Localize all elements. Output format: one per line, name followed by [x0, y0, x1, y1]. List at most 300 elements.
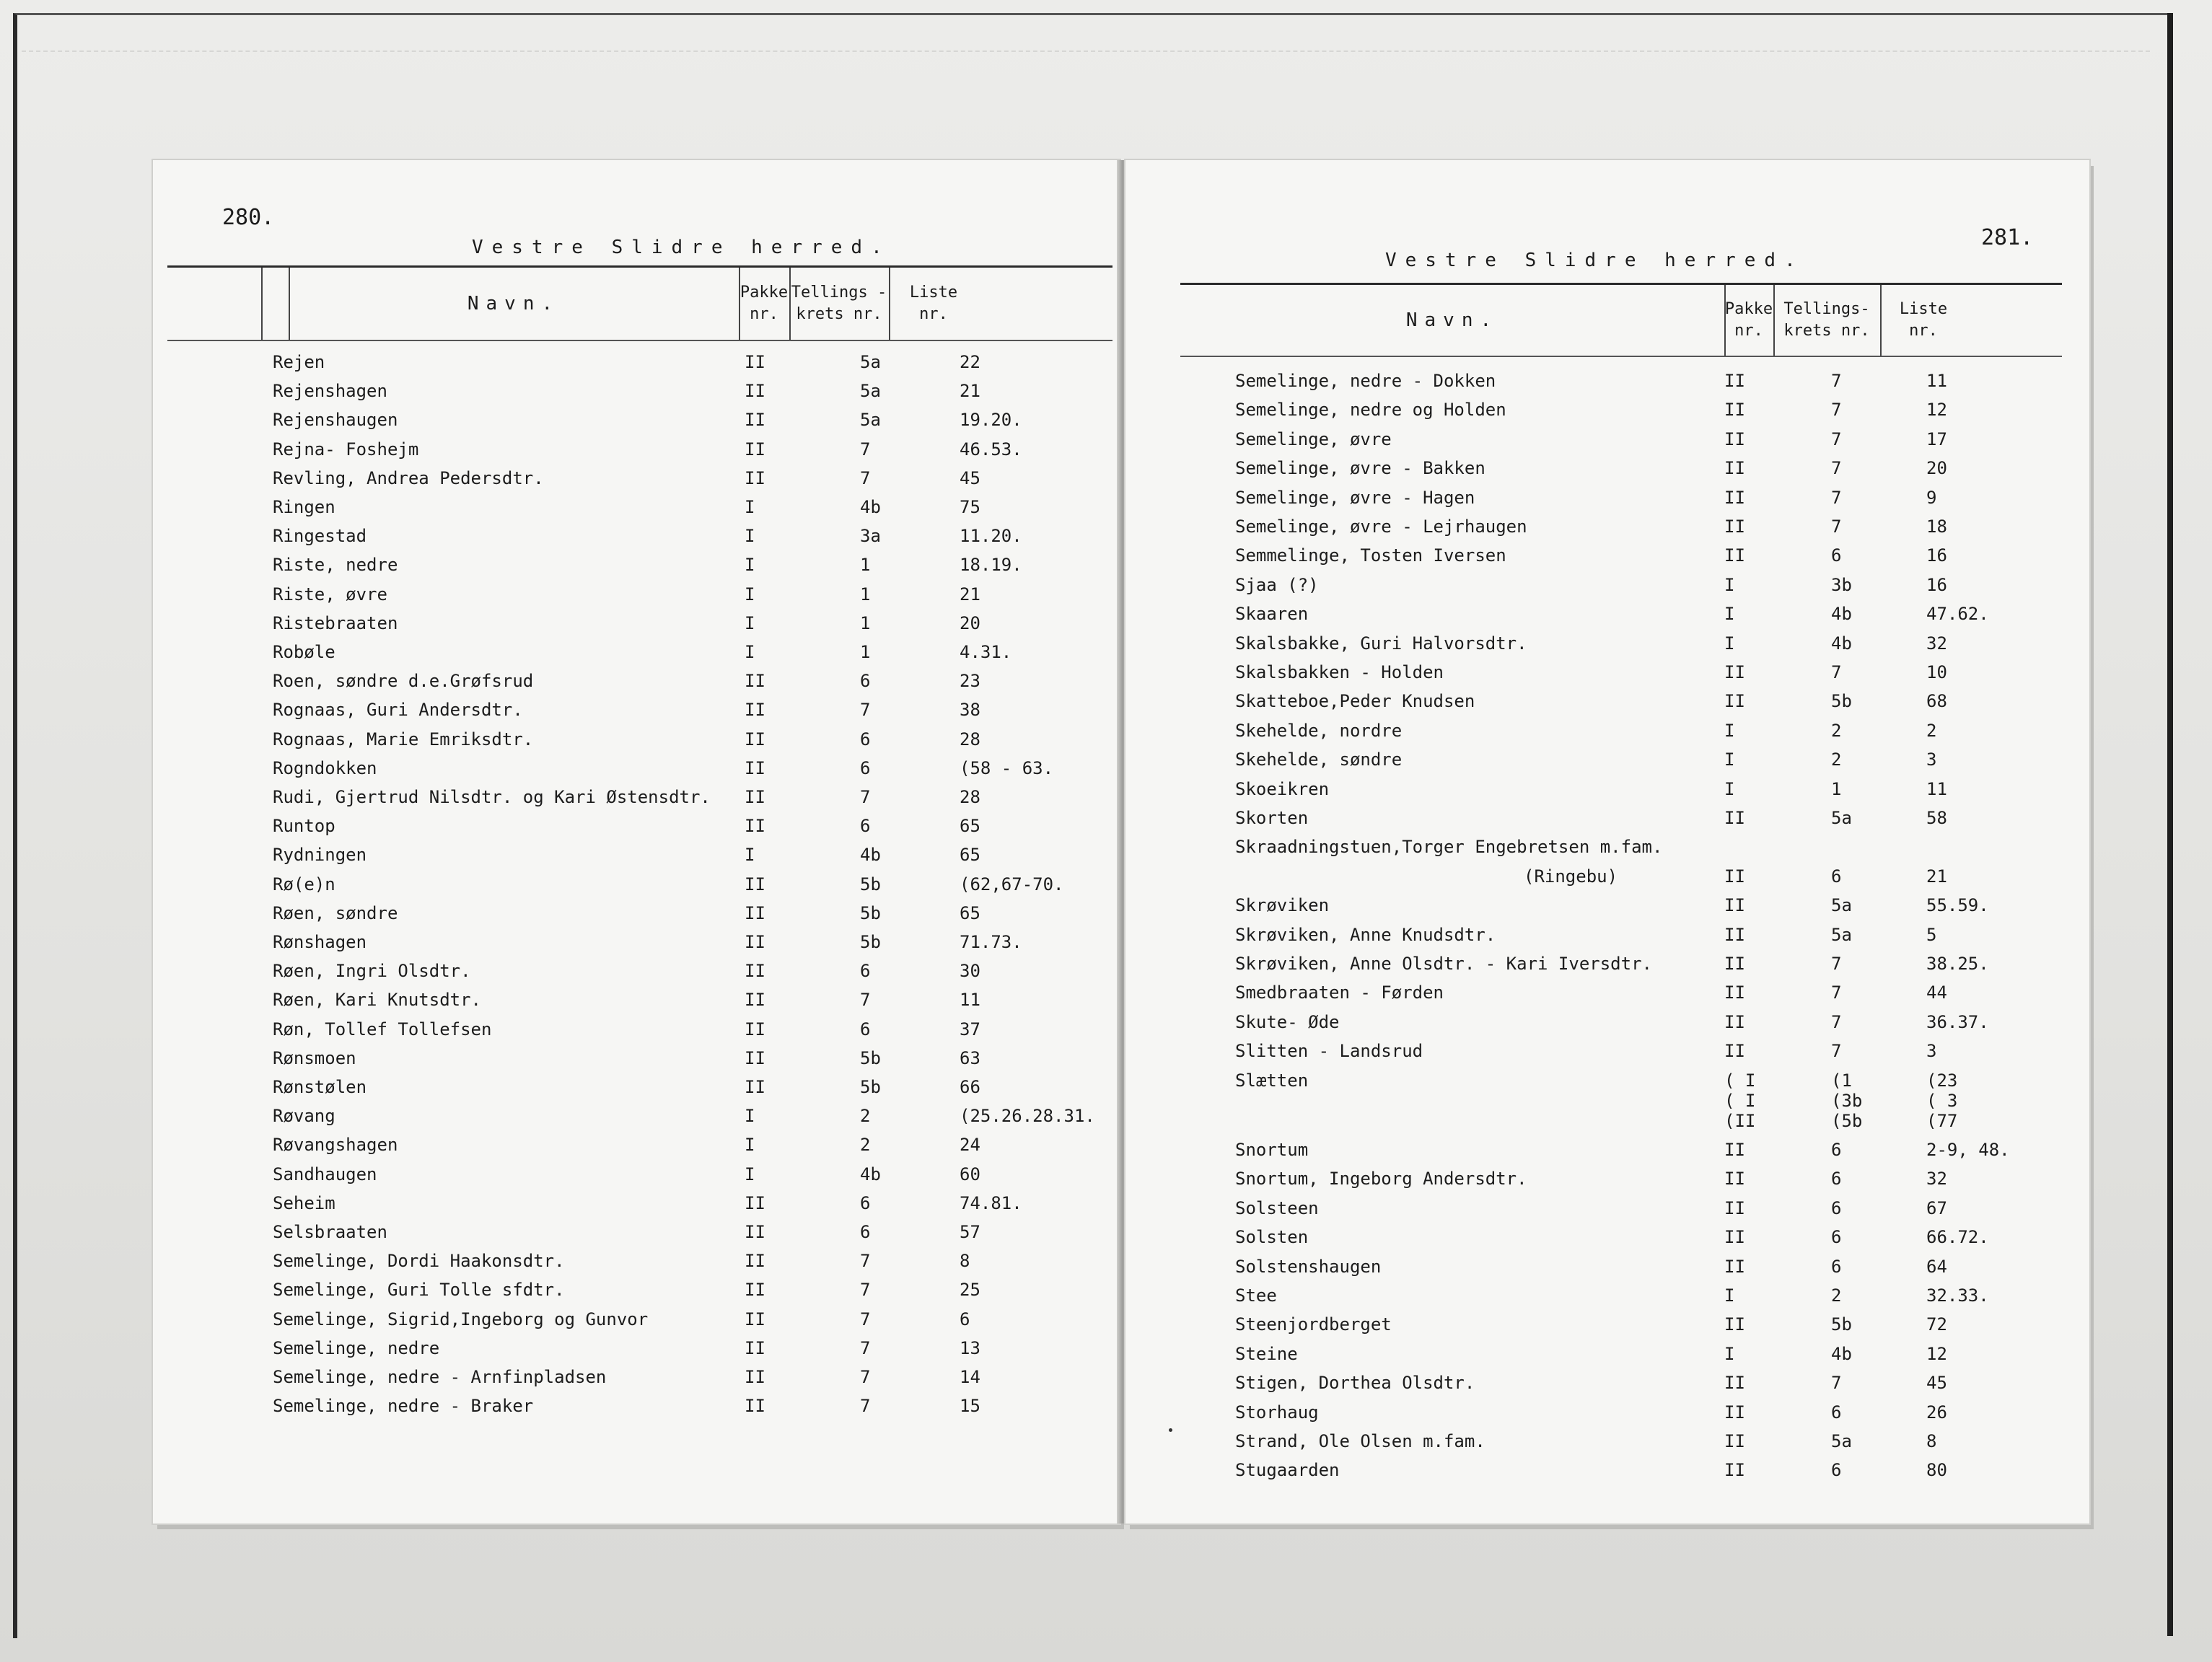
cell-liste: 25 [960, 1280, 980, 1301]
cell-liste: (62,67-70. [960, 874, 1064, 894]
cell-pakke: (II [1724, 1110, 1756, 1131]
cell-navn: Semelinge, Dordi Haakonsdtr. [273, 1251, 565, 1272]
cell-pakke: II [745, 1047, 765, 1068]
cell-pakke: II [1724, 1314, 1745, 1335]
cell-tellingskrets: 7 [1831, 400, 1842, 421]
cell-liste: 28 [960, 729, 980, 749]
cell-liste: 5 [1926, 924, 1937, 945]
cell-navn: Solsten [1235, 1227, 1309, 1248]
cell-tellingskrets: 5a [1831, 808, 1852, 828]
cell-tellingskrets: 7 [1831, 371, 1842, 391]
cell-navn: Rogndokken [273, 757, 377, 778]
cell-navn: Steenjordberget [1235, 1314, 1392, 1335]
cell-tellingskrets: 7 [1831, 954, 1842, 974]
cell-navn: Ringen [273, 497, 335, 517]
cell-navn: Rejenshagen [273, 381, 387, 402]
cell-navn: Skrøviken, Anne Olsdtr. - Kari Iversdtr. [1235, 954, 1652, 974]
cell-liste: 18 [1926, 516, 1947, 537]
cell-pakke: I [745, 612, 755, 633]
cell-pakke: I [1724, 778, 1735, 799]
cell-pakke: I [1724, 720, 1735, 741]
cell-navn: Steine [1235, 1343, 1298, 1364]
cell-liste: (77 [1926, 1110, 1958, 1131]
cell-tellingskrets: (3b [1831, 1090, 1863, 1111]
cell-tellingskrets: 4b [860, 497, 881, 517]
cell-pakke: II [1724, 1460, 1745, 1481]
cell-liste: 21 [960, 381, 980, 402]
cell-liste: 32.33. [1926, 1285, 1989, 1306]
cell-navn: Semelinge, øvre - Bakken [1235, 458, 1485, 479]
cell-navn: Skatteboe,Peder Knudsen [1235, 691, 1475, 712]
cell-pakke: II [745, 1077, 765, 1097]
cell-tellingskrets: 7 [860, 787, 871, 807]
header-liste: Liste nr. [1899, 300, 1948, 340]
cell-liste: 17 [1926, 428, 1947, 449]
cell-pakke: II [745, 729, 765, 749]
cell-pakke: II [1724, 1140, 1745, 1160]
cell-pakke: II [1724, 954, 1745, 974]
cell-liste: 28 [960, 787, 980, 807]
cell-liste: 36.37. [1926, 1011, 1989, 1032]
cell-pakke: II [1724, 1197, 1745, 1218]
cell-navn: Roen, søndre d.e.Grøfsrud [273, 671, 534, 692]
cell-liste: 65 [960, 816, 980, 837]
cell-navn: Slætten [1235, 1070, 1309, 1091]
cell-pakke: II [745, 1309, 765, 1329]
cell-tellingskrets: 7 [860, 1280, 871, 1301]
cell-liste: 38 [960, 700, 980, 721]
cell-liste: (58 - 63. [960, 757, 1054, 778]
cell-tellingskrets: 7 [1831, 516, 1842, 537]
cell-navn: Semelinge, nedre [273, 1337, 440, 1358]
cell-tellingskrets: 5b [860, 1077, 881, 1097]
cell-navn: Røen, Ingri Olsdtr. [273, 961, 471, 982]
cell-navn: Semelinge, øvre - Lejrhaugen [1235, 516, 1527, 537]
cell-pakke: II [1724, 1011, 1745, 1032]
cell-tellingskrets: 7 [860, 1337, 871, 1358]
cell-navn: Rognaas, Marie Emriksdtr. [273, 729, 534, 749]
cell-tellingskrets: 5a [1831, 924, 1852, 945]
cell-pakke: II [745, 439, 765, 460]
cell-liste: 21 [960, 584, 980, 604]
cell-pakke: II [1724, 866, 1745, 887]
cell-pakke: II [745, 816, 765, 837]
cell-liste: 12 [1926, 400, 1947, 421]
cell-navn: Snortum, Ingeborg Andersdtr. [1235, 1169, 1527, 1190]
cell-tellingskrets: 1 [860, 642, 871, 662]
cell-pakke: I [745, 642, 755, 662]
cell-liste: 8 [960, 1251, 970, 1272]
header-pakke: Pakke nr. [739, 283, 789, 323]
cell-pakke: I [745, 584, 755, 604]
header-tellingskrets: Tellings- krets nr. [1783, 300, 1870, 340]
cell-pakke: II [1724, 1256, 1745, 1277]
cell-liste: 2 [1926, 720, 1937, 741]
cell-tellingskrets: 7 [1831, 982, 1842, 1003]
cell-tellingskrets: 6 [860, 757, 871, 778]
cell-tellingskrets: 6 [860, 816, 871, 837]
cell-tellingskrets: 6 [1831, 1460, 1842, 1481]
cell-pakke: II [1724, 982, 1745, 1003]
cell-pakke: II [745, 352, 765, 372]
cell-tellingskrets: 2 [1831, 720, 1842, 741]
cell-tellingskrets: 7 [860, 1396, 871, 1417]
cell-navn: Rø(e)n [273, 874, 335, 894]
cell-liste: 72 [1926, 1314, 1947, 1335]
cell-liste: 47.62. [1926, 604, 1989, 625]
cell-liste: 8 [1926, 1431, 1937, 1451]
cell-tellingskrets: 1 [1831, 778, 1842, 799]
cell-pakke: I [1724, 633, 1735, 654]
cell-navn: Skraadningstuen,Torger Engebretsen m.fam. [1235, 837, 1663, 858]
cell-liste: 11 [1926, 778, 1947, 799]
cell-navn: Revling, Andrea Pedersdtr. [273, 467, 544, 488]
cell-liste: 64 [1926, 1256, 1947, 1277]
cell-navn: Semelinge, nedre og Holden [1235, 400, 1506, 421]
cell-tellingskrets: 2 [1831, 749, 1842, 770]
cell-navn: Seheim [273, 1192, 335, 1213]
cell-navn: Rudi, Gjertrud Nilsdtr. og Kari Østensdtr. [273, 787, 711, 807]
cell-tellingskrets: 7 [860, 439, 871, 460]
cell-navn: Sjaa (?) [1235, 574, 1319, 595]
cell-tellingskrets: 5a [1831, 895, 1852, 916]
cell-pakke: I [745, 1106, 755, 1127]
cell-liste: 63 [960, 1047, 980, 1068]
cell-liste: 6 [960, 1309, 970, 1329]
header-navn: Navn. [1405, 309, 1499, 331]
cell-liste: 24 [960, 1135, 980, 1156]
cell-navn: Robøle [273, 642, 335, 662]
cell-navn: Semelinge, nedre - Braker [273, 1396, 534, 1417]
page-number: 280. [222, 205, 275, 230]
cell-pakke: ( I [1724, 1070, 1756, 1091]
cell-tellingskrets: 5a [860, 381, 881, 402]
cell-tellingskrets: 3b [1831, 574, 1852, 595]
cell-pakke: II [1724, 400, 1745, 421]
cell-liste: 20 [1926, 458, 1947, 479]
page-title: Vestre Slidre herred. [472, 237, 891, 258]
cell-liste: 38.25. [1926, 954, 1989, 974]
cell-navn: Rognaas, Guri Andersdtr. [273, 700, 523, 721]
cell-tellingskrets: 6 [1831, 1256, 1842, 1277]
cell-tellingskrets: 7 [860, 1367, 871, 1387]
header-pakke: Pakke nr. [1724, 300, 1773, 340]
cell-navn: Selsbraaten [273, 1222, 387, 1242]
cell-navn: Slitten - Landsrud [1235, 1041, 1423, 1062]
cell-navn: Semelinge, nedre - Dokken [1235, 371, 1496, 391]
cell-pakke: I [745, 845, 755, 866]
cell-navn: Ristebraaten [273, 612, 398, 633]
cell-pakke: II [1724, 691, 1745, 712]
cell-tellingskrets: 6 [1831, 1402, 1842, 1423]
cell-tellingskrets: 5a [860, 352, 881, 372]
cell-liste: 46.53. [960, 439, 1022, 460]
cell-pakke: II [745, 467, 765, 488]
cell-liste: 15 [960, 1396, 980, 1417]
cell-tellingskrets: 7 [860, 1309, 871, 1329]
cell-pakke: II [1724, 516, 1745, 537]
cell-navn: Semelinge, øvre [1235, 428, 1392, 449]
cell-navn: Ringestad [273, 526, 367, 547]
cell-navn: Sandhaugen [273, 1164, 377, 1184]
cell-navn: (Ringebu) [1524, 866, 1618, 887]
cell-liste: 65 [960, 845, 980, 866]
cell-pakke: II [745, 1192, 765, 1213]
cell-navn: Skrøviken, Anne Knudsdtr. [1235, 924, 1496, 945]
cell-liste: 11 [1926, 371, 1947, 391]
cell-tellingskrets: 6 [1831, 545, 1842, 566]
cell-navn: Strand, Ole Olsen m.fam. [1235, 1431, 1485, 1451]
cell-liste: 45 [1926, 1373, 1947, 1394]
cell-pakke: II [1724, 487, 1745, 508]
cell-navn: Skoeikren [1235, 778, 1330, 799]
cell-navn: Semelinge, Sigrid,Ingeborg og Gunvor [273, 1309, 649, 1329]
cell-tellingskrets: 6 [1831, 1227, 1842, 1248]
cell-navn: Snortum [1235, 1140, 1309, 1160]
cell-tellingskrets: 4b [860, 1164, 881, 1184]
cell-liste: 23 [960, 671, 980, 692]
cell-navn: Rønshagen [273, 932, 367, 952]
cell-pakke: II [1724, 1169, 1745, 1190]
cell-navn: Semmelinge, Tosten Iversen [1235, 545, 1506, 566]
cell-tellingskrets: 4b [1831, 1343, 1852, 1364]
cell-tellingskrets: 7 [1831, 662, 1842, 682]
cell-pakke: II [1724, 458, 1745, 479]
cell-pakke: I [1724, 1343, 1735, 1364]
cell-liste: 60 [960, 1164, 980, 1184]
cell-tellingskrets: 5a [860, 410, 881, 431]
cell-liste: 26 [1926, 1402, 1947, 1423]
cell-pakke: II [1724, 924, 1745, 945]
cell-pakke: II [745, 1367, 765, 1387]
cell-navn: Røen, søndre [273, 902, 398, 923]
cell-pakke: II [1724, 895, 1745, 916]
cell-liste: 32 [1926, 1169, 1947, 1190]
cell-tellingskrets: 4b [1831, 633, 1852, 654]
cell-navn: Stugaarden [1235, 1460, 1340, 1481]
cell-pakke: II [745, 990, 765, 1011]
cell-pakke: II [745, 932, 765, 952]
cell-navn: Runtop [273, 816, 335, 837]
cell-tellingskrets: 6 [860, 1019, 871, 1039]
cell-liste: 18.19. [960, 555, 1022, 576]
header-navn: Navn. [467, 293, 561, 315]
cell-liste: 21 [1926, 866, 1947, 887]
cell-pakke: II [745, 874, 765, 894]
cell-navn: Rønstølen [273, 1077, 367, 1097]
cell-pakke: I [745, 1164, 755, 1184]
cell-navn: Rydningen [273, 845, 367, 866]
cell-tellingskrets: 5b [860, 1047, 881, 1068]
cell-liste: 68 [1926, 691, 1947, 712]
cell-pakke: II [745, 381, 765, 402]
cell-liste: 37 [960, 1019, 980, 1039]
cell-tellingskrets: 6 [1831, 1169, 1842, 1190]
cell-liste: 71.73. [960, 932, 1022, 952]
margin-mark [1169, 1428, 1172, 1432]
left-page [153, 160, 1120, 1524]
cell-pakke: II [1724, 428, 1745, 449]
cell-liste: 74.81. [960, 1192, 1022, 1213]
cell-navn: Skehelde, søndre [1235, 749, 1403, 770]
cell-tellingskrets: 7 [1831, 458, 1842, 479]
cell-liste: 22 [960, 352, 980, 372]
cell-tellingskrets: (5b [1831, 1110, 1863, 1131]
scan-top-marks [22, 29, 2150, 52]
cell-liste: 4.31. [960, 642, 1012, 662]
cell-liste: 9 [1926, 487, 1937, 508]
cell-liste: 11.20. [960, 526, 1022, 547]
cell-pakke: I [745, 1135, 755, 1156]
cell-tellingskrets: 7 [1831, 1041, 1842, 1062]
cell-tellingskrets: 7 [1831, 1373, 1842, 1394]
cell-tellingskrets: 7 [860, 700, 871, 721]
cell-navn: Stigen, Dorthea Olsdtr. [1235, 1373, 1475, 1394]
cell-pakke: II [745, 1280, 765, 1301]
cell-liste: 16 [1926, 574, 1947, 595]
cell-tellingskrets: 7 [1831, 1011, 1842, 1032]
header-tellingskrets: Tellings - krets nr. [791, 283, 887, 323]
cell-pakke: I [1724, 574, 1735, 595]
cell-pakke: II [745, 787, 765, 807]
cell-liste: 58 [1926, 808, 1947, 828]
cell-tellingskrets: 6 [1831, 1197, 1842, 1218]
cell-liste: 32 [1926, 633, 1947, 654]
scan-frame-right-edge [2167, 13, 2173, 1636]
cell-tellingskrets: 4b [860, 845, 881, 866]
cell-tellingskrets: 7 [860, 990, 871, 1011]
cell-liste: 3 [1926, 1041, 1937, 1062]
cell-tellingskrets: 4b [1831, 604, 1852, 625]
cell-tellingskrets: 5a [1831, 1431, 1852, 1451]
cell-liste: 3 [1926, 749, 1937, 770]
cell-navn: Semelinge, nedre - Arnfinpladsen [273, 1367, 607, 1387]
cell-liste: (23 [1926, 1070, 1958, 1091]
page-number: 281. [1981, 225, 2034, 250]
cell-liste: 66 [960, 1077, 980, 1097]
cell-pakke: II [745, 961, 765, 982]
cell-pakke: ( I [1724, 1090, 1756, 1111]
cell-liste: 75 [960, 497, 980, 517]
cell-tellingskrets: 7 [1831, 487, 1842, 508]
cell-navn: Solsteen [1235, 1197, 1319, 1218]
cell-pakke: II [1724, 662, 1745, 682]
cell-liste: 30 [960, 961, 980, 982]
cell-navn: Riste, nedre [273, 555, 398, 576]
cell-tellingskrets: 1 [860, 555, 871, 576]
cell-liste: 11 [960, 990, 980, 1011]
cell-pakke: II [745, 1337, 765, 1358]
cell-navn: Rejna- Foshejm [273, 439, 419, 460]
cell-liste: 44 [1926, 982, 1947, 1003]
cell-navn: Riste, øvre [273, 584, 387, 604]
cell-liste: 13 [960, 1337, 980, 1358]
cell-liste: 16 [1926, 545, 1947, 566]
cell-navn: Skrøviken [1235, 895, 1330, 916]
right-page [1125, 160, 2089, 1524]
cell-navn: Skaaren [1235, 604, 1309, 625]
cell-tellingskrets: 1 [860, 584, 871, 604]
header-liste: Liste nr. [909, 283, 958, 323]
cell-pakke: II [745, 1019, 765, 1039]
cell-pakke: II [745, 757, 765, 778]
cell-liste: 57 [960, 1222, 980, 1242]
cell-pakke: II [745, 410, 765, 431]
cell-liste: ( 3 [1926, 1090, 1958, 1111]
cell-pakke: I [745, 526, 755, 547]
cell-navn: Skorten [1235, 808, 1309, 828]
cell-tellingskrets: 6 [1831, 866, 1842, 887]
cell-tellingskrets: 1 [860, 612, 871, 633]
cell-tellingskrets: 5b [860, 902, 881, 923]
cell-tellingskrets: 7 [860, 467, 871, 488]
cell-tellingskrets: 3a [860, 526, 881, 547]
cell-pakke: I [1724, 1285, 1735, 1306]
cell-liste: 66.72. [1926, 1227, 1989, 1248]
cell-tellingskrets: 2 [860, 1106, 871, 1127]
cell-liste: 80 [1926, 1460, 1947, 1481]
cell-tellingskrets: 2 [860, 1135, 871, 1156]
cell-navn: Storhaug [1235, 1402, 1319, 1423]
cell-tellingskrets: 5b [1831, 691, 1852, 712]
cell-tellingskrets: 6 [860, 1192, 871, 1213]
cell-navn: Semelinge, øvre - Hagen [1235, 487, 1475, 508]
cell-pakke: II [1724, 1402, 1745, 1423]
cell-pakke: II [745, 671, 765, 692]
cell-tellingskrets: 6 [1831, 1140, 1842, 1160]
cell-pakke: I [745, 497, 755, 517]
table-header [167, 265, 1112, 341]
cell-pakke: II [745, 1251, 765, 1272]
cell-pakke: II [1724, 371, 1745, 391]
cell-navn: Røvang [273, 1106, 335, 1127]
cell-tellingskrets: 6 [860, 1222, 871, 1242]
cell-navn: Røen, Kari Knutsdtr. [273, 990, 481, 1011]
cell-navn: Røvangshagen [273, 1135, 398, 1156]
cell-navn: Skehelde, nordre [1235, 720, 1403, 741]
cell-navn: Semelinge, Guri Tolle sfdtr. [273, 1280, 565, 1301]
cell-pakke: II [1724, 545, 1745, 566]
table-header [1180, 283, 2062, 357]
cell-tellingskrets: 2 [1831, 1285, 1842, 1306]
cell-navn: Stee [1235, 1285, 1277, 1306]
cell-tellingskrets: 6 [860, 961, 871, 982]
cell-navn: Rønsmoen [273, 1047, 356, 1068]
cell-liste: 2-9, 48. [1926, 1140, 2010, 1160]
cell-pakke: II [1724, 1041, 1745, 1062]
cell-tellingskrets: 6 [860, 671, 871, 692]
cell-liste: 45 [960, 467, 980, 488]
cell-liste: 10 [1926, 662, 1947, 682]
cell-liste: 12 [1926, 1343, 1947, 1364]
cell-tellingskrets: 6 [860, 729, 871, 749]
cell-tellingskrets: 5b [860, 932, 881, 952]
cell-liste: 65 [960, 902, 980, 923]
cell-navn: Solstenshaugen [1235, 1256, 1382, 1277]
cell-navn: Skute- Øde [1235, 1011, 1340, 1032]
cell-pakke: II [745, 1222, 765, 1242]
cell-navn: Skalsbakke, Guri Halvorsdtr. [1235, 633, 1527, 654]
cell-navn: Rejen [273, 352, 325, 372]
cell-pakke: II [1724, 808, 1745, 828]
page-title: Vestre Slidre herred. [1385, 250, 1804, 271]
cell-navn: Røn, Tollef Tollefsen [273, 1019, 492, 1039]
cell-pakke: I [1724, 749, 1735, 770]
cell-liste: 19.20. [960, 410, 1022, 431]
cell-tellingskrets: (1 [1831, 1070, 1852, 1091]
cell-pakke: II [1724, 1373, 1745, 1394]
cell-navn: Smedbraaten - Førden [1235, 982, 1444, 1003]
